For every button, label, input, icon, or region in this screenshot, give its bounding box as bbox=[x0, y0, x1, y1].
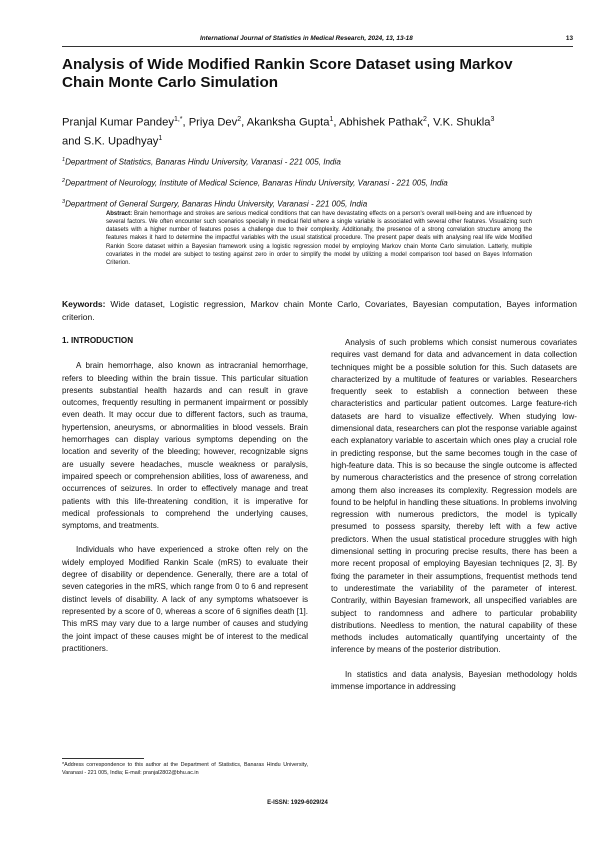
title-line: Analysis of Wide Modified Rankin Score Dataset using Markov bbox=[62, 56, 513, 73]
journal-citation: International Journal of Statistics in Medical Research, 2024, 13, 13-18 bbox=[200, 35, 413, 42]
author-list bbox=[62, 112, 577, 149]
author-affiliation-mark: 1,* bbox=[173, 116, 183, 123]
author-separator: , bbox=[182, 116, 189, 129]
body-paragraph: Individuals who have experienced a stroke often rely on the widely employed Modified Rankin Scale (mRS) to evaluate their degree of disability or dependence. Generally, there are a total of seven categories in the mRS, which range from 0 to 6 and represent distinct levels of disability. A lack of any symptoms whatsoever is represented by a score of 0, whereas a score of 6 signifies death [1]. This mRS may vary due to a large number of causes and studying the joint impact of these causes might be of interest to the medical practitioners. bbox=[62, 545, 308, 653]
keywords-text: Wide dataset, Logistic regression, Markov chain Monte Carlo, Covariates, Bayesian computation, Bayes information criterion. bbox=[62, 299, 577, 322]
abstract-label: Abstract: bbox=[106, 211, 133, 217]
affiliation-mark: 1 bbox=[62, 157, 66, 163]
header-rule bbox=[62, 46, 573, 47]
correspondence-footnote: *Address correspondence to this author at the Department of Statistics, Banaras Hindu University, Varanasi - 221 005, India; E-mail: pranjal2802@bhu.ac.in bbox=[62, 762, 308, 776]
author-name: V.K. Shukla bbox=[433, 116, 491, 129]
page-number: 13 bbox=[565, 35, 573, 42]
author-affiliation-mark: 1 bbox=[158, 134, 163, 142]
author-name: Pranjal Kumar Pandey bbox=[62, 116, 174, 129]
affiliation-text: Department of General Surgery, Banaras Hindu University, Varanasi - 221 005, India bbox=[65, 200, 368, 210]
author-affiliation-mark: 3 bbox=[490, 116, 495, 123]
author-separator: , bbox=[241, 116, 247, 129]
affiliation-text: Department of Statistics, Banaras Hindu University, Varanasi - 221 005, India bbox=[65, 157, 341, 167]
title-line: Chain Monte Carlo Simulation bbox=[62, 74, 279, 91]
keywords-label: Keywords: bbox=[62, 299, 106, 309]
affiliation-text: Department of Neurology, Institute of Medical Science, Banaras Hindu University, Varanasi - 221 005, India bbox=[65, 178, 448, 188]
author-affiliation-mark: 2 bbox=[422, 116, 427, 123]
abstract-text: Brain hemorrhage and strokes are serious medical conditions that can have devastating effects on a person's overall well-being and are influenced by several factors. We often encounter such scenarios specially in medical field where a single variable is associated with several other features. Visualizing such datasets with a higher number of features poses a challenge due to their complexity. Additionally, the presence of a strong correlation structure among the features makes it hard to determine the impactful variables with the usual statistical procedure. The present paper deals with analysing real life wide Modified Rankin Score dataset within a Bayesian framework using a logistic regression model by employing Markov chain Monte Carlo simulation. Latterly, multiple covariates in the model are subject to testing against zero in order to simplify the model by utilizing a model comparison tool based on Bayes Information Criterion. bbox=[106, 211, 532, 266]
paper-title bbox=[62, 56, 574, 92]
right-column bbox=[331, 335, 577, 693]
affiliation bbox=[62, 196, 577, 211]
issn: E-ISSN: 1929-6029/24 bbox=[267, 800, 328, 806]
body-paragraph: In statistics and data analysis, Bayesian methodology holds immense importance in addressing bbox=[331, 669, 577, 692]
author-affiliation-mark: 2 bbox=[237, 116, 242, 123]
keywords bbox=[62, 298, 577, 324]
author-affiliation-mark: 1 bbox=[329, 116, 334, 123]
author-name: Abhishek Pathak bbox=[338, 116, 423, 129]
body-paragraph: A brain hemorrhage, also known as intracranial hemorrhage, refers to bleeding within the brain tissue. This particular situation presents substantial health hazards and can result in grave outcomes, frequently resulting in permanent impairment or possibly even death. It may occur due to different factors, such as trauma, hypertension, aneurysms, or abnormalities in blood vessels. Brain hemorrhages can display various symptoms depending on the location and severity of the bleeding; however, recognizable signs are usually severe headaches, muscle weakness or paralysis, impaired speech or comprehension abilities, loss of awareness, and occurrences of seizures. In order to effectively manage and treat patients with this life-threatening condition, it is imperative for medical professionals to comprehend the underlying causes, symptoms, and treatments. bbox=[62, 361, 308, 531]
footnote-rule bbox=[62, 758, 144, 759]
affiliation bbox=[62, 175, 577, 190]
author-separator: , bbox=[333, 116, 339, 129]
left-column bbox=[62, 335, 308, 655]
affiliations bbox=[62, 154, 577, 218]
author-name: Priya Dev bbox=[188, 116, 238, 129]
affiliation-mark: 2 bbox=[62, 178, 66, 185]
affiliation-mark: 3 bbox=[62, 199, 66, 206]
author-separator: , bbox=[426, 116, 434, 129]
author-name: and S.K. Upadhyay bbox=[62, 135, 159, 148]
abstract bbox=[106, 210, 532, 267]
body-paragraph: Analysis of such problems which consist numerous covariates requires vast demand for data and advancement in data collection techniques might be a possible solution for this. Such datasets are characterized by a multitude of features or variables. Researchers frequently seek to establish a connection between these characteristics and particular patient outcomes. Large feature-rich datasets are hard to visualize effectively. When studying low-dimensional data, researchers can plot the response variable against each explanatory variable to ascertain which ones play a crucial role in predicting response, but the same becomes tough in the case of high-feature data. This is so because the single outcome is affected by numerous characteristics and the presence of strong correlation among them also increases its complexity. Regression models are found to be helpful in handling these situations. In problems involving regression with numerous predictors, the model is typically presumed to possess sparsity, thereby left with a few active predictors. When the usual statistical procedure struggles with high dimensional setting in procuring precise results, there has been a more recent proposal of employing Bayesian techniques [2, 3]. By fixing the parameter in their assumptions, frequentist methods tend to underestimate the variability of the parameter of interest. Contrarily, within Bayesian framework, all unspecified variables are subject to randomness and adhere to particular probability distributions. Needless to mention, the natural capability of these methods includes automatically quantifying uncertainty of the inference by means of the posterior distribution. bbox=[331, 338, 577, 655]
section-heading: 1. INTRODUCTION bbox=[62, 336, 134, 345]
author-name: Akanksha Gupta bbox=[246, 116, 330, 129]
affiliation bbox=[62, 154, 577, 169]
